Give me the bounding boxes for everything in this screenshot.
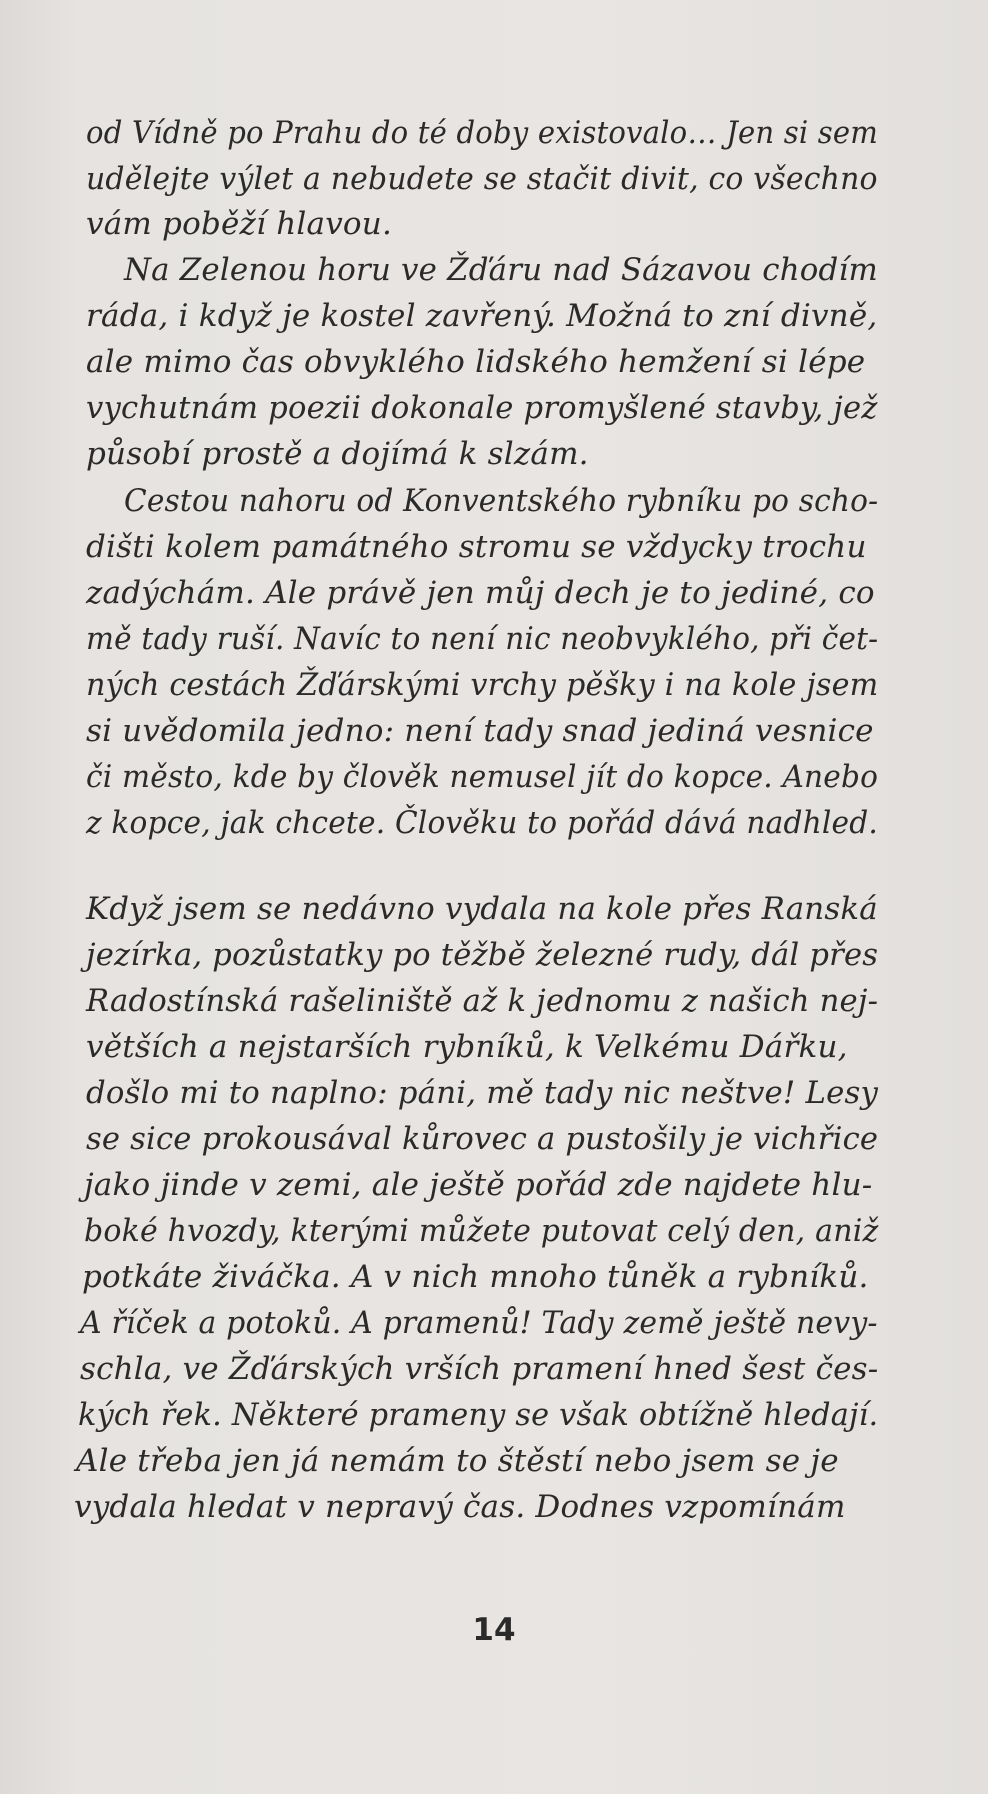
text-line: dišti kolem památného stromu se vždycky trochu [86,529,867,565]
text-line: Cestou nahoru od Konventského rybníku po scho- [124,483,879,519]
text-line: ných cestách Žďárskými vrchy pěšky i na kole jsem [86,667,879,703]
text-line: jezírka, pozůstatky po těžbě železné rudy, dál přes [86,937,879,973]
text-line: vychutnám poezii dokonale promyšlené stavby, jež [86,390,878,426]
text-line: boké hvozdy, kterými můžete putovat celý den, aniž [84,1213,879,1249]
text-line: schla, ve Žďárských vrších pramení hned šest čes- [80,1351,879,1387]
text-line: či město, kde by člověk nemusel jít do kopce. Anebo [86,759,879,795]
page-number: 14 [472,1612,516,1648]
text-line: mě tady ruší. Navíc to není nic neobvyklého, při čet- [86,621,879,657]
text-line: potkáte živáčka. A v nich mnoho tůněk a rybníků. [82,1259,869,1295]
text-line: působí prostě a dojímá k slzám. [86,436,589,472]
text-line: ale mimo čas obvyklého lidského hemžení si lépe [86,344,866,380]
text-line: Ale třeba jen já nemám to štěstí nebo jsem se je [76,1443,839,1479]
text-line: se sice prokousával kůrovec a pustošily je vichřice [86,1121,879,1157]
text-line: vám poběží hlavou. [86,206,393,242]
text-line: došlo mi to naplno: páni, mě tady nic neštve! Lesy [86,1075,879,1111]
text-line: A říček a potoků. A pramenů! Tady země ještě nevy- [80,1305,878,1341]
text-line: od Vídně po Prahu do té doby existovalo… Jen si sem [86,115,879,151]
text-line: z kopce, jak chcete. Člověku to pořád dává nadhled. [86,805,879,841]
text-line: kých řek. Některé prameny se však obtížně hledají. [78,1397,879,1433]
text-line: zadýchám. Ale právě jen můj dech je to jediné, co [86,575,875,611]
text-line: Když jsem se nedávno vydala na kole přes Ranská [86,891,878,927]
text-line: Radostínská rašeliniště až k jednomu z našich nej- [86,983,879,1019]
text-line: vydala hledat v nepravý čas. Dodnes vzpomínám [74,1489,846,1525]
text-line: větších a nejstarších rybníků, k Velkému Dářku, [86,1029,848,1065]
text-line: Na Zelenou horu ve Žďáru nad Sázavou chodím [124,252,878,288]
text-line: udělejte výlet a nebudete se stačit divit, co všechno [86,161,878,197]
text-line: jako jinde v zemi, ale ještě pořád zde najdete hlu- [84,1167,873,1203]
text-line: si uvědomila jedno: není tady snad jediná vesnice [86,713,874,749]
text-line: ráda, i když je kostel zavřený. Možná to zní divně, [86,298,878,334]
